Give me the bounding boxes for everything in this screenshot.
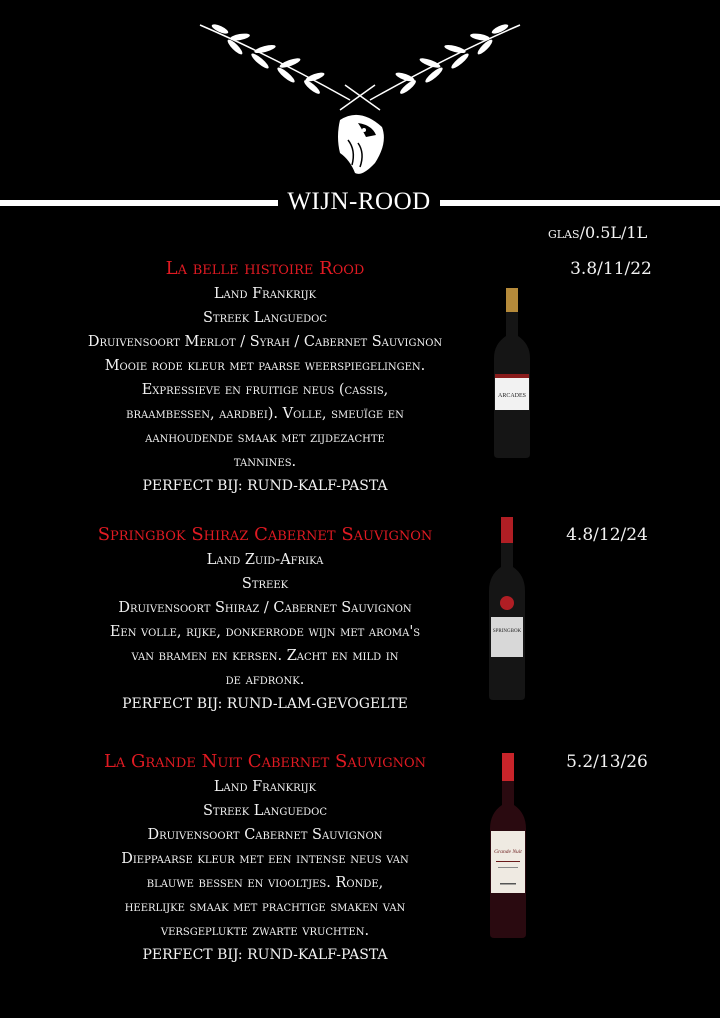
bottle-label-text: Grande Nuit (494, 849, 522, 855)
wine-streek: Streek (241, 576, 289, 592)
wine-desc-line: blauwe bessen en viooltjes. Ronde, (146, 875, 384, 891)
laurel-eagle-logo (190, 15, 530, 185)
bottle-label-text: SPRINGBOK (492, 629, 522, 634)
wine-name: Springbok Shiraz Cabernet Sauvignon (97, 524, 433, 545)
section-title: WIJN-ROOD (287, 188, 431, 215)
wine-desc-line: Een volle, rijke, donkerrode wijn met aroma's (109, 624, 421, 640)
wine-pairing: PERFECT BIJ: RUND-KALF-PASTA (142, 478, 388, 494)
wine-grapes: Druivensoort Cabernet Sauvignon (147, 827, 383, 843)
wine-land: Land Frankrijk (213, 286, 317, 302)
wine-desc-line: aanhoudende smaak met zijdezachte (145, 430, 385, 446)
wine-bottle-image (488, 753, 528, 938)
wine-bottle-image (487, 517, 527, 700)
wine-price: 5.2/13/26 (566, 752, 648, 772)
wine-pairing: PERFECT BIJ: RUND-LAM-GEVOGELTE (122, 696, 408, 712)
unit-header: glas/0.5L/1L (548, 223, 648, 242)
title-rule-right (440, 200, 720, 206)
wine-desc-line: versgeplukte zwarte vruchten. (160, 923, 370, 939)
wine-desc-line: Expressieve en fruitige neus (cassis, (141, 382, 389, 398)
wine-desc-line: tannines. (233, 454, 297, 470)
wine-pairing: PERFECT BIJ: RUND-KALF-PASTA (142, 947, 388, 963)
wine-name: La belle histoire Rood (165, 258, 365, 279)
wine-land: Land Frankrijk (213, 779, 317, 795)
wine-desc-line: van bramen en kersen. Zacht en mild in (131, 648, 399, 664)
wine-grapes: Druivensoort Merlot / Syrah / Cabernet Sauvignon (87, 334, 443, 350)
title-rule-left (0, 200, 278, 206)
wine-land: Land Zuid-Afrika (206, 552, 324, 568)
wine-entry (40, 522, 490, 716)
section-title-bar (0, 188, 720, 218)
wine-streek: Streek Languedoc (203, 803, 327, 819)
wine-desc-line: braambessen, aardbei). Volle, smeuïge en (126, 406, 404, 422)
wine-desc-line: Dieppaarse kleur met een intense neus van (121, 851, 409, 867)
wine-entry (40, 749, 490, 967)
bottle-label-text: ARCADES (497, 393, 527, 399)
wine-desc-line: de afdronk. (225, 672, 305, 688)
wine-price: 4.8/12/24 (566, 525, 648, 545)
wine-desc-line: Mooie rode kleur met paarse weerspiegelingen. (104, 358, 426, 374)
wine-entry (40, 256, 490, 498)
wine-grapes: Druivensoort Shiraz / Cabernet Sauvignon (118, 600, 412, 616)
wine-bottle-image (492, 288, 532, 458)
wine-price: 3.8/11/22 (570, 259, 652, 279)
wine-desc-line: heerlijke smaak met prachtige smaken van (124, 899, 406, 915)
wine-streek: Streek Languedoc (203, 310, 327, 326)
wine-name: La Grande Nuit Cabernet Sauvignon (103, 751, 427, 772)
